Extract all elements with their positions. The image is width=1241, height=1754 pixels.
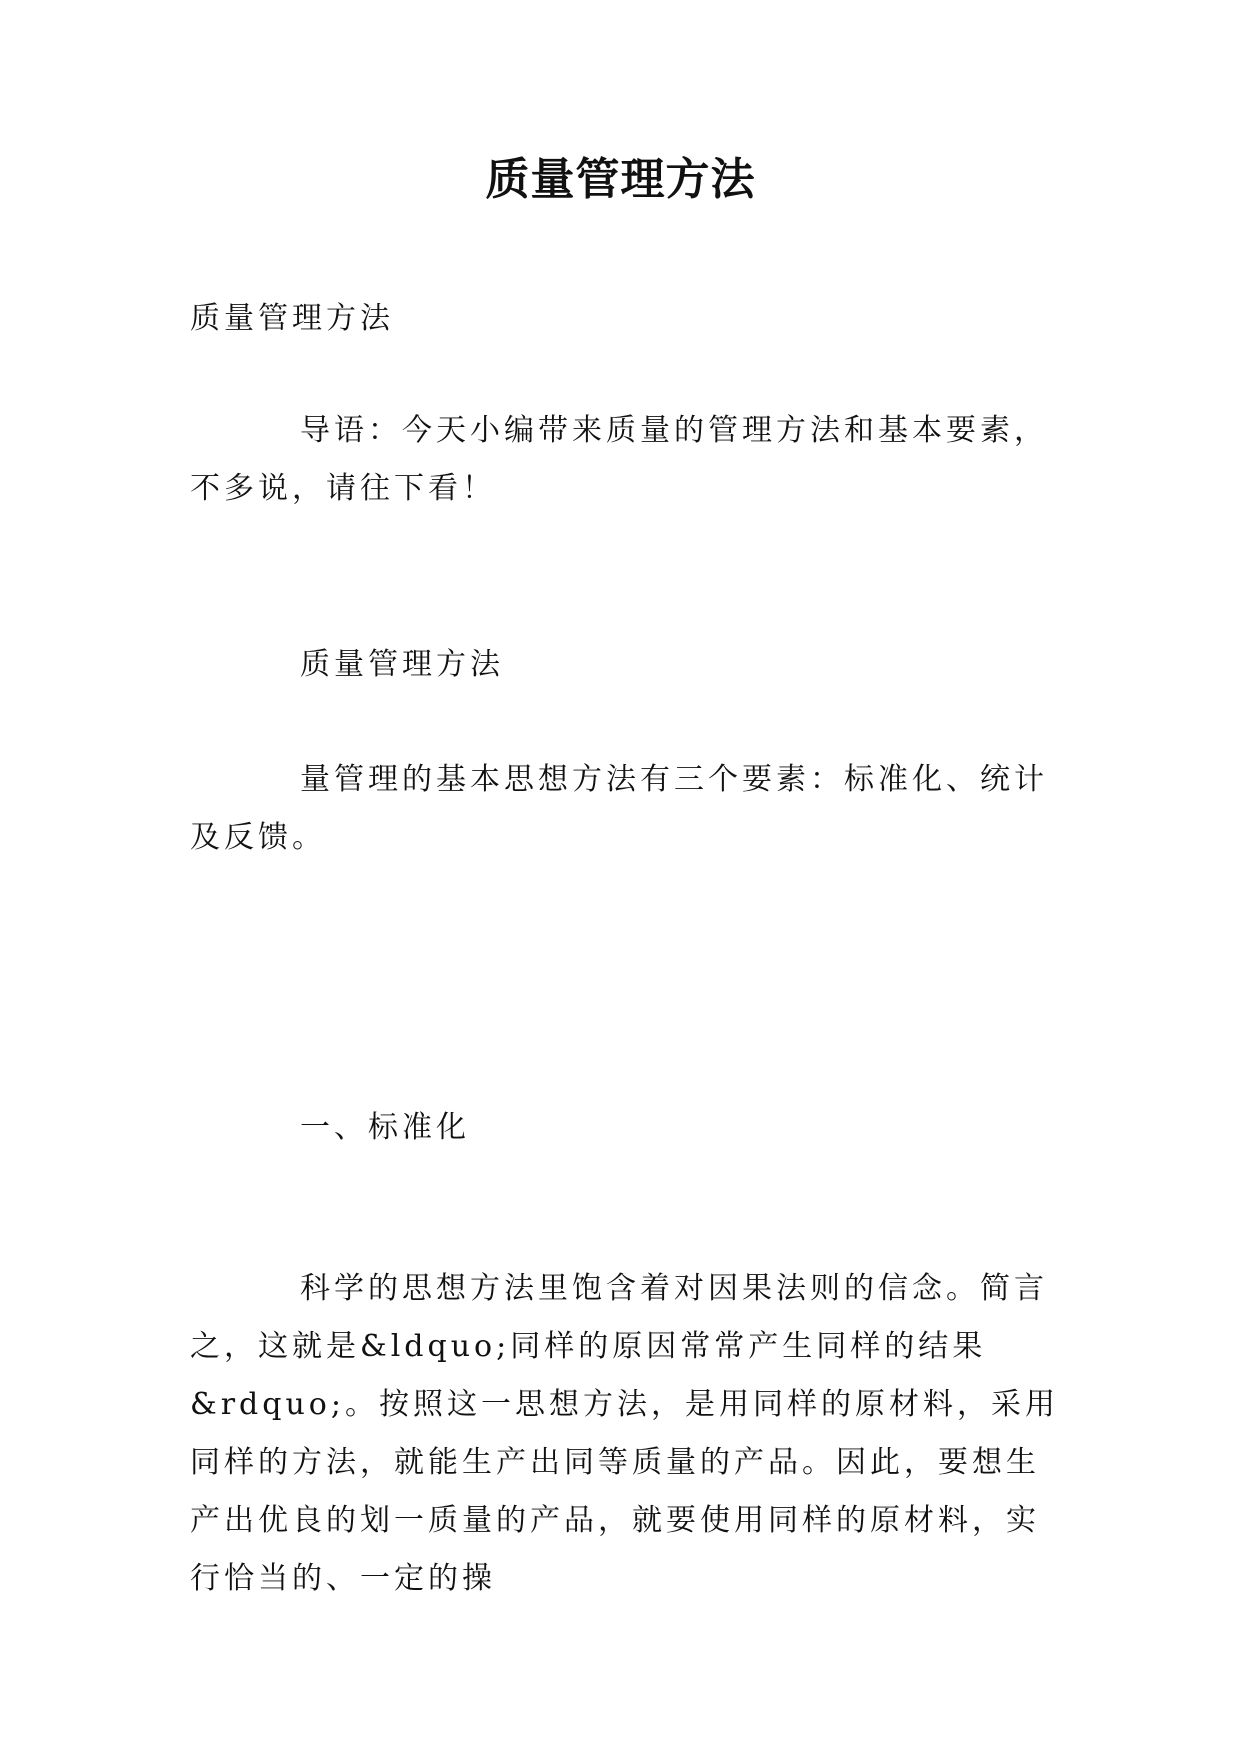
body-paragraph: 科学的思想方法里饱含着对因果法则的信念。简言之，这就是&ldquo;同样的原因常常产生同样的结果&rdquo;。按照这一思想方法，是用同样的原材料，采用同样的方法，就能生产出同等质量的产品。因此，要想生产出优良的划一质量的产品，就要使用同样的原材料，实行恰当的、一定的操 (190, 1271, 1059, 1596)
section-title: 质量管理方法 (300, 647, 504, 682)
subtitle-paragraph: 质量管理方法 (190, 301, 394, 336)
document-title: 质量管理方法 (485, 154, 756, 205)
elements-paragraph: 量管理的基本思想方法有三个要素：标准化、统计及反馈。 (190, 762, 1048, 855)
intro-paragraph: 导语：今天小编带来质量的管理方法和基本要素，不多说，请往下看！ (190, 413, 1048, 506)
section-heading-standardization: 一、标准化 (300, 1110, 470, 1145)
